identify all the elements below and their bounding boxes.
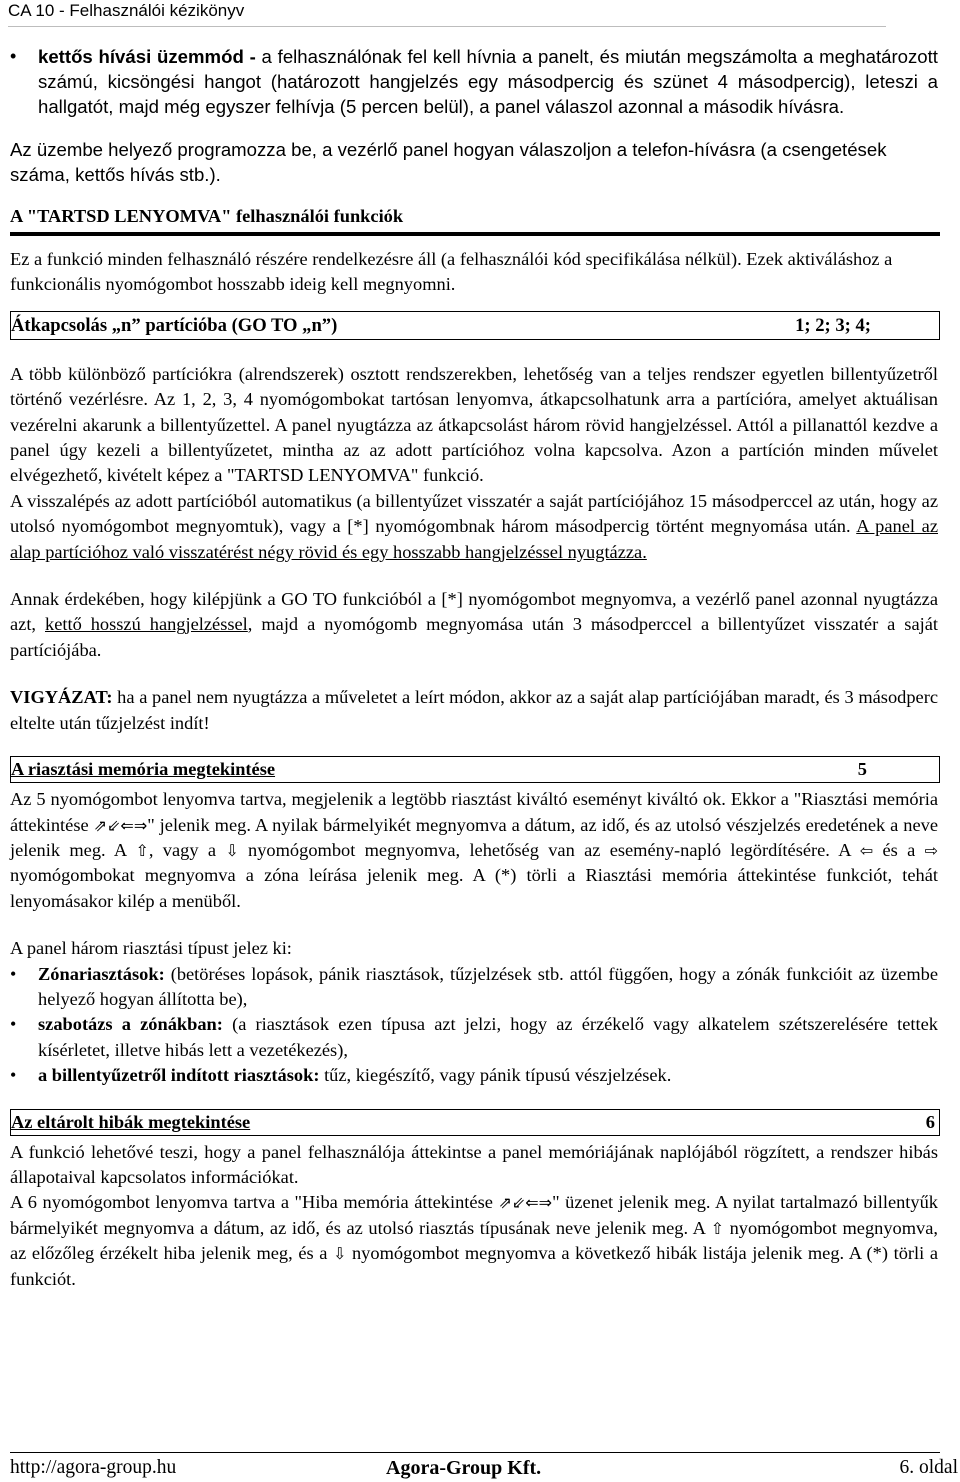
heading-rule	[10, 232, 940, 236]
header-title: CA 10 - Felhasználói kézikönyv	[8, 1, 245, 20]
memory-paragraph-2: A panel három riasztási típust jelez ki:	[10, 938, 292, 959]
goto-p3-b: , majd a nyomógomb megnyomása után 3 másodperccel a billentyűzet visszatér a saját partíciójába.	[10, 614, 938, 660]
alarm-type-item	[10, 1012, 938, 1063]
goto-keys: 1; 2; 3; 4;	[795, 314, 871, 336]
warning-text: ha a panel nem nyugtázza a műveletet a leírt módon, akkor az a saját alap partíciójában maradt, és 3 másodperc eltelte után tűzjelzést indít!	[10, 687, 938, 733]
alarm-type-text: tűz, kiegészítő, vagy pánik típusú vészjelzések.	[319, 1065, 672, 1086]
bullet-icon: •	[10, 1065, 17, 1086]
goto-heading: Átkapcsolás „n” partícióba (GO TO „n”)	[11, 314, 338, 336]
warning-label: VIGYÁZAT:	[10, 687, 113, 708]
memory-paragraph-1	[10, 787, 938, 914]
faults-heading-box	[10, 1109, 940, 1136]
down-arrow-icon: ⇩	[332, 1244, 347, 1264]
goto-paragraph-2	[10, 489, 938, 565]
tartsd-section	[10, 203, 938, 298]
goto-paragraph-3	[10, 587, 938, 663]
page-header	[8, 0, 886, 27]
footer-url[interactable]: http://agora-group.hu	[10, 1457, 177, 1478]
alarm-type-bold: a billentyűzetről indított riasztások:	[38, 1065, 320, 1086]
faults-p2-d: nyomógombot megnyomva a következő hibák listája jelenik meg. A (*) törli a funkciót.	[10, 1243, 938, 1289]
faults-p2-c: nyomógombot megnyomva, az előzőleg érzékelt hiba jelenik meg, és a	[10, 1217, 938, 1264]
alarm-type-item	[10, 962, 938, 1013]
memory-p1-a: Az 5 nyomógombot lenyomva tartva, megjelenik a legtöbb riasztást kiváltó eseményt kiváltó ok. Ekkor a "Riasztási memória áttekintése	[10, 789, 938, 835]
alarm-type-bold: szabotázs a zónákban:	[38, 1014, 223, 1035]
up-arrow-icon: ⇧	[135, 840, 149, 860]
footer-company: Agora-Group Kft.	[386, 1457, 542, 1479]
goto-p3-underlined: kettő hosszú hangjelzéssel	[45, 614, 248, 635]
page-footer	[10, 1456, 958, 1482]
memory-p1-b: " jelenik meg. A nyilak bármelyikét megnyomva a dátum, az idő, és az utolsó vészjelzés eredetének a neve jelenik meg. A	[10, 814, 938, 860]
bullet-icon: •	[10, 963, 17, 984]
faults-paragraph-2	[10, 1190, 938, 1292]
faults-p2-b: " üzenet jelenik meg. A nyilat tartalmazó billentyűk bármelyikét megnyomva a dátum, az idő, és az utolsó riasztás típusának neve jelenik meg. A	[10, 1192, 938, 1238]
memory-p1-c: , vagy a	[148, 839, 226, 860]
alarm-type-item	[10, 1063, 938, 1088]
up-arrow-icon: ⇧	[710, 1218, 724, 1238]
double-call-bullet	[10, 44, 938, 119]
memory-p1-f: nyomógombokat megnyomva a zóna leírása jelenik meg. A (*) törli a Riasztási memória áttekintése funkciót, tehát lenyomásakor kilép a menüből.	[10, 865, 938, 911]
memory-key: 5	[857, 759, 867, 780]
tartsd-heading: A "TARTSD LENYOMVA" felhasználói funkciók	[10, 206, 404, 226]
memory-p1-d: nyomógombot megnyomva, lehetőség van az esemény-napló legördítésére. A	[238, 839, 860, 860]
goto-p2-underlined: A panel az alap partícióhoz való visszatérést négy rövid és egy hosszabb hangjelzéssel nyugtázza.	[10, 516, 938, 562]
memory-p1-e: és a	[873, 839, 925, 860]
faults-key: 6	[925, 1111, 935, 1132]
right-arrow-icon: ⇨	[924, 840, 938, 860]
footer-page-number: 6. oldal	[899, 1457, 958, 1478]
goto-p3-a: Annak érdekében, hogy kilépjünk a GO TO funkcióból a [*] nyomógombot megnyomva, a vezérlő panel azonnal nyugtázza azt,	[10, 589, 938, 635]
bullet-icon: •	[10, 1014, 17, 1035]
footer-rule	[10, 1452, 940, 1453]
alarm-type-text: (betöréses lopások, pánik riasztások, tűzjelzések stb. attól függően, hogy a zónák funkcióit az üzembe helyező hogyan állította be),	[38, 963, 938, 1009]
tartsd-paragraph: Ez a funkció minden felhasználó részére rendelkezésre áll (a felhasználói kód specifikálása nélkül). Ezek aktiváláshoz a funkcionális nyomógombot hosszabb ideig kell megnyomni.	[10, 249, 893, 295]
alarm-type-text: (a riasztások ezen típusa azt jelzi, hogy az érzékelő vagy alkatelem szétszerelésére tettek kísérletet, illetve hibás lett a vezetékezés),	[38, 1014, 938, 1060]
memory-heading-box	[10, 756, 940, 783]
bullet-text: a felhasználónak fel kell hívnia a panelt, és miután megszámolta a meghatározott számú, kicsöngési hangot (határozott hangjelzés egy másodpercig és szünet 4 másodpercig), leteszi a hallgatót, majd még egyszer felhívja (5 percen belül), a panel válaszol azonnal a második hívásra.	[38, 46, 938, 117]
warning-paragraph	[10, 685, 938, 736]
goto-paragraph-1: A több különböző partíciókra (alrendszerek) osztott rendszerekben, lehetőség van a teljes rendszer egyetlen billentyűzetről történő vezérlésre. Az 1, 2, 3, 4 nyomógombokat tartósan lenyomva, átkapcsolhatunk arra a partícióra, amelyet aktuálisan vezérelni akarunk a billentyűzettel. A panel nyugtázza az átkapcsolást három rövid hangjelzéssel. Attól a pillanattól kezdve a panel úgy kezeli a billentyűzetet, mintha az az adott partícióhoz volna kapcsolva. Azon a partíción minden művelet elvégezhető, kivételt képez a "TARTSD LENYOMVA" funkció.	[10, 363, 938, 486]
bullet-icon: •	[10, 46, 17, 66]
down-arrow-icon: ⇩	[225, 840, 239, 860]
bullet-bold: kettős hívási üzemmód -	[38, 46, 256, 67]
diagonal-arrows-icon: ⇗⇙⇐⇒	[498, 1193, 553, 1213]
left-arrow-icon: ⇦	[859, 840, 874, 860]
faults-paragraph-1: A funkció lehetővé teszi, hogy a panel felhasználója áttekintse a panel memóriájának naplójából rögzített, a rendszer hibás állapotaival kapcsolatos információkat.	[10, 1141, 938, 1187]
intro-paragraph: Az üzembe helyező programozza be, a vezérlő panel hogyan válaszoljon a telefon-hívásra (a csengetések száma, kettős hívás stb.).	[10, 139, 887, 185]
faults-heading: Az eltárolt hibák megtekintése	[11, 1111, 251, 1132]
faults-p2-a: A 6 nyomógombot lenyomva tartva a "Hiba memória áttekintése	[10, 1192, 499, 1213]
diagonal-arrows-icon: ⇗⇙⇐⇒	[93, 815, 148, 835]
goto-heading-box	[10, 311, 940, 340]
alarm-type-bold: Zónariasztások:	[38, 963, 165, 984]
memory-heading: A riasztási memória megtekintése	[11, 759, 276, 780]
goto-p2-text: A visszalépés az adott partícióból automatikus (a billentyűzet visszatér a saját partíciójához 15 másodperccel az után, hogy az utolsó nyomógombot megnyomtuk), vagy a [*] nyomógombnak három másodpercig történt megnyomása után.	[10, 490, 938, 537]
